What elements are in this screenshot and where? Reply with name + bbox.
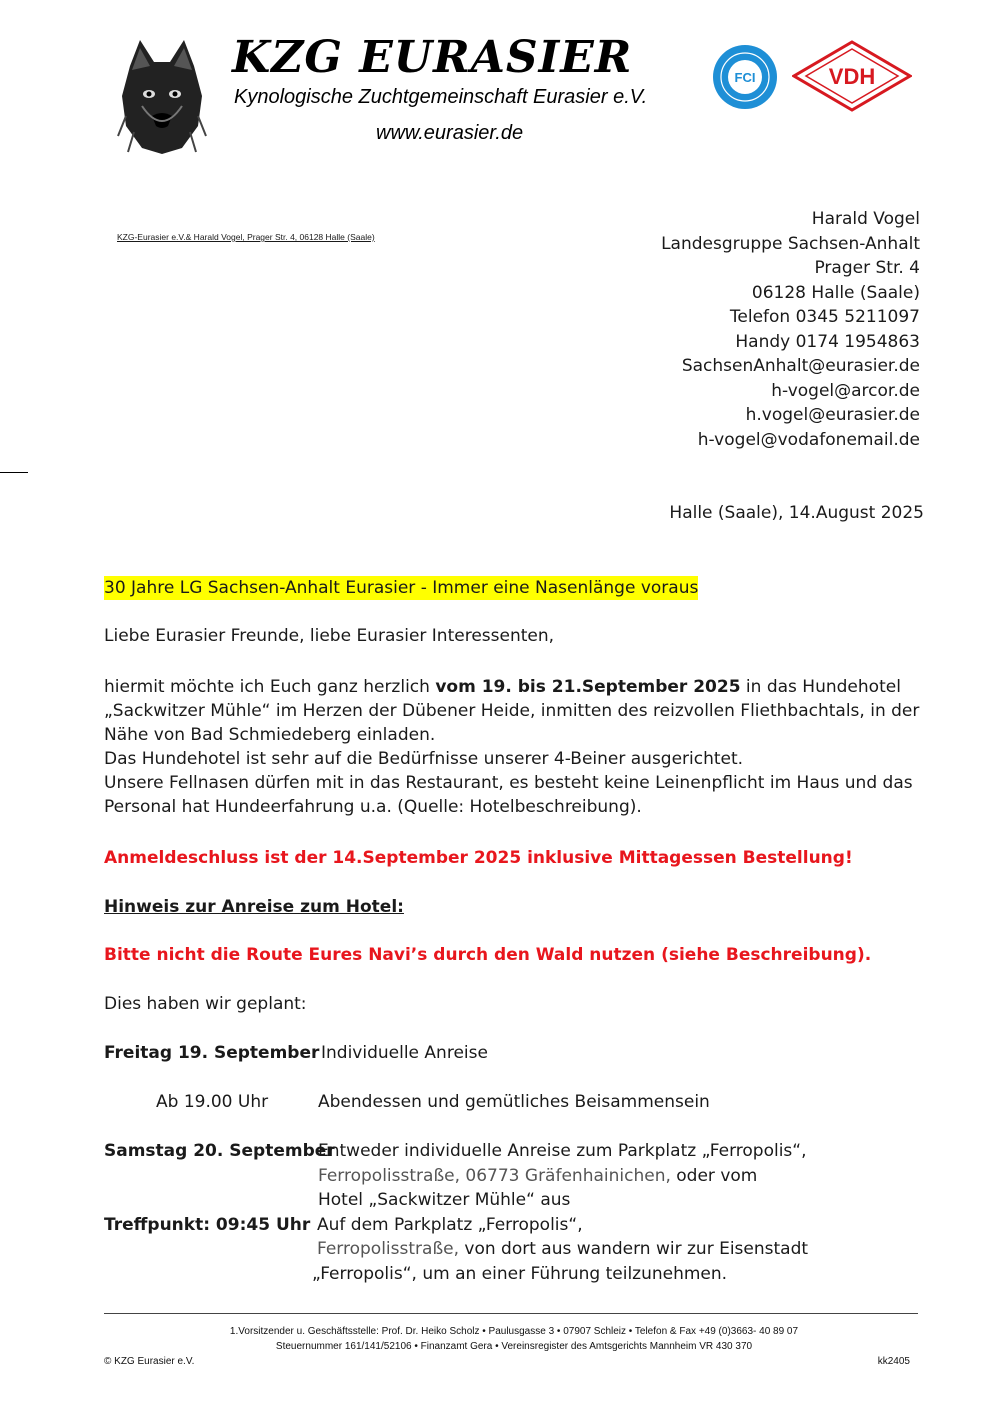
contact-email[interactable]: h.vogel@eurasier.de <box>745 405 920 425</box>
vdh-logo-text: VDH <box>828 64 876 89</box>
navi-warning: Bitte nicht die Route Eures Navi’s durch den Wald nutzen (siehe Beschreibung). <box>104 945 872 965</box>
intro-text: Personal hat Hundeerfahrung u.a. (Quelle: Hotelbeschreibung). <box>104 797 642 817</box>
plan-intro: Dies haben wir geplant: <box>104 994 307 1014</box>
intro-text: in das Hundehotel <box>740 677 901 697</box>
letter-subject: 30 Jahre LG Sachsen-Anhalt Eurasier - Immer eine Nasenlänge voraus <box>104 578 699 598</box>
schedule-saturday-text: oder vom <box>670 1166 758 1186</box>
greeting: Liebe Eurasier Freunde, liebe Eurasier Interessenten, <box>104 626 555 646</box>
intro-text: hiermit möchte ich Euch ganz herzlich <box>104 677 436 697</box>
travel-heading: Hinweis zur Anreise zum Hotel: <box>104 897 404 917</box>
vdh-logo <box>792 40 912 112</box>
schedule-saturday-text: Entweder individuelle Anreise zum Parkplatz „Ferropolis“, <box>318 1141 807 1161</box>
contact-mobile: Handy 0174 1954863 <box>735 331 920 352</box>
meeting-point-text: Auf dem Parkplatz „Ferropolis“, <box>317 1215 583 1235</box>
fci-logo <box>712 44 778 110</box>
intro-paragraph <box>104 675 924 819</box>
fold-mark <box>0 472 28 473</box>
schedule-saturday-text: Hotel „Sackwitzer Mühle“ aus <box>318 1190 571 1210</box>
org-subtitle: Kynologische Zuchtgemeinschaft Eurasier e.V. <box>234 86 648 108</box>
meeting-point-text <box>317 1237 808 1261</box>
contact-email[interactable]: h-vogel@arcor.de <box>771 380 920 401</box>
schedule-friday-time-text: Abendessen und gemütliches Beisammensein <box>318 1092 710 1112</box>
meeting-point-text: „Ferropolis“, um an einer Führung teilzunehmen. <box>312 1264 728 1284</box>
registration-deadline: Anmeldeschluss ist der 14.September 2025 inklusive Mittagessen Bestellung! <box>104 848 853 868</box>
footer-registry: Steuernummer 161/141/52106 • Finanzamt Gera • Vereinsregister des Amtsgerichts Mannheim VR 430 370 <box>275 1341 753 1352</box>
fci-logo-text: FCI <box>734 70 756 85</box>
contact-city: 06128 Halle (Saale) <box>751 282 920 303</box>
intro-text: „Sackwitzer Mühle“ im Herzen der Dübener Heide, inmitten des reizvollen Fliethbachtals, in der <box>104 701 920 721</box>
meeting-point-label: Treffpunkt: 09:45 Uhr <box>104 1215 311 1235</box>
contact-email[interactable]: SachsenAnhalt@eurasier.de <box>681 356 920 376</box>
org-name: KZG EURASIER <box>232 32 633 83</box>
contact-phone: Telefon 0345 5211097 <box>729 307 920 327</box>
schedule-friday-text: Individuelle Anreise <box>321 1043 488 1063</box>
intro-text: Nähe von Bad Schmiedeberg einladen. <box>104 725 436 745</box>
footer-copyright: © KZG Eurasier e.V. <box>104 1356 195 1367</box>
contact-group: Landesgruppe Sachsen-Anhalt <box>661 233 920 254</box>
footer-doc-code: kk2405 <box>877 1356 910 1367</box>
schedule-friday-time: Ab 19.00 Uhr <box>156 1092 269 1112</box>
eurasier-dog-logo <box>112 36 212 156</box>
schedule-friday-label: Freitag 19. September <box>104 1043 320 1063</box>
address-link: Ferropolisstraße, 06773 Gräfenhainichen, <box>318 1166 671 1186</box>
footer-address: 1.Vorsitzender u. Geschäftsstelle: Prof. Dr. Heiko Scholz • Paulusgasse 3 • 07907 Schleiz • Telefon & Fax +49 (0)3663- 40 89 07 <box>229 1326 799 1337</box>
contact-name: Harald Vogel <box>811 209 920 229</box>
intro-text: Unsere Fellnasen dürfen mit in das Restaurant, es besteht keine Leinenpflicht im Haus und das <box>104 773 913 793</box>
contact-email[interactable]: h-vogel@vodafonemail.de <box>697 429 920 450</box>
sender-return-address: KZG-Eurasier e.V.& Harald Vogel, Prager Str. 4, 06128 Halle (Saale) <box>117 232 375 242</box>
date-line: Halle (Saale), 14.August 2025 <box>669 503 924 523</box>
address-link: Ferropolisstraße, <box>317 1239 460 1259</box>
org-website-link[interactable]: www.eurasier.de <box>376 122 524 144</box>
schedule-saturday-label: Samstag 20. September <box>104 1141 335 1161</box>
event-dates: vom 19. bis 21.September 2025 <box>435 677 741 697</box>
meeting-point-text: von dort aus wandern wir zur Eisenstadt <box>459 1239 809 1259</box>
contact-block <box>661 207 920 452</box>
contact-street: Prager Str. 4 <box>814 258 920 278</box>
footer-divider <box>104 1313 918 1314</box>
schedule-saturday-text <box>318 1164 757 1188</box>
intro-text: Das Hundehotel ist sehr auf die Bedürfnisse unserer 4-Beiner ausgerichtet. <box>104 749 744 769</box>
